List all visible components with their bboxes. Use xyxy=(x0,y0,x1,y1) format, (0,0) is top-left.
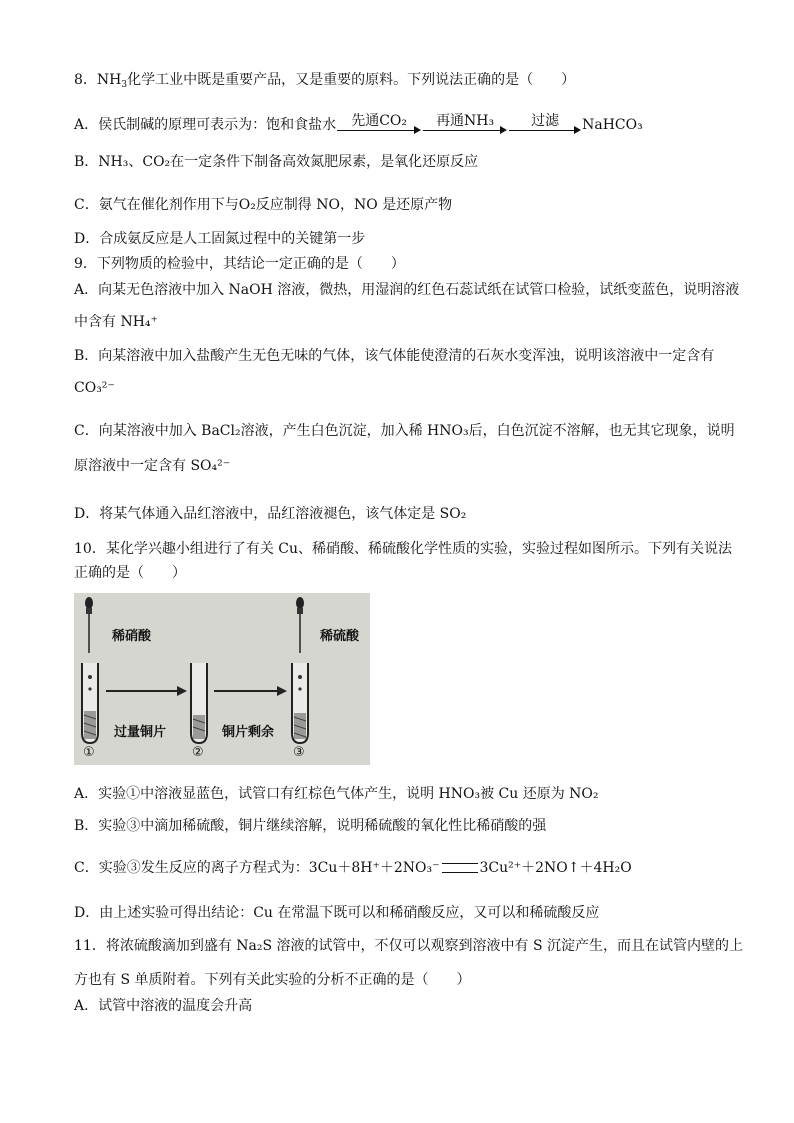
q10-option-d: D．由上述实验可得出结论：Cu 在常温下既可以和稀硝酸反应，又可以和稀硫酸反应 xyxy=(74,905,600,921)
q10-stem-line1: 10．某化学兴趣小组进行了有关 Cu、稀硝酸、稀硫酸化学性质的实验，实验过程如图所示。下列有关说法 xyxy=(74,541,732,557)
test-tube-2-icon xyxy=(191,663,207,743)
q11-stem-line1: 11．将浓硫酸滴加到盛有 Na₂S 溶液的试管中，不仅可以观察到溶液中有 S 沉淀产生，而且在试管内壁的上 xyxy=(74,938,744,954)
q9-option-b-line2: CO₃²⁻ xyxy=(74,380,115,396)
q10-stem-line2: 正确的是（ ） xyxy=(74,565,186,581)
reaction-arrow-3: 过滤 xyxy=(509,115,581,135)
q9-option-b-line1: B．向某溶液中加入盐酸产生无色无味的气体，该气体能使澄清的石灰水变浑浊，说明该溶液中一定含有 xyxy=(74,348,715,364)
test-tube-1-icon xyxy=(82,663,98,743)
q11-option-a: A．试管中溶液的温度会升高 xyxy=(74,998,253,1014)
q9-option-a-line1: A．向某无色溶液中加入 NaOH 溶液，微热，用湿润的红色石蕊试纸在试管口检验，试纸变蓝色，说明溶液 xyxy=(74,282,740,298)
equals-sign-icon xyxy=(442,863,478,873)
step-1-marker: ① xyxy=(83,745,95,760)
q8-stem: 8．$NH_3$化学工业中既是重要产品，又是重要的原料。下列说法正确的是（ ） xyxy=(74,72,576,90)
label-dilute-sulfuric-acid: 稀硫酸 xyxy=(320,629,360,644)
label-dilute-nitric-acid: 稀硝酸 xyxy=(112,629,152,644)
q8-option-a: A．侯氏制碱的原理可表示为：饱和食盐水 先通CO₂ 再通NH₃ 过滤 NaHCO₃ xyxy=(74,113,643,133)
q9-stem: 9．下列物质的检验中，其结论一定正确的是（ ） xyxy=(74,256,405,272)
q10-option-c: C．实验③发生反应的离子方程式为：3Cu＋8H⁺＋2NO₃⁻ 3Cu²⁺＋2NO↑＋4H₂O xyxy=(74,860,632,876)
experiment-figure xyxy=(74,593,370,765)
q8-option-c: C．氨气在催化剂作用下与O₂反应制得 NO，NO 是还原产物 xyxy=(74,197,453,213)
q10-option-a: A．实验①中溶液显蓝色，试管口有红棕色气体产生，说明 HNO₃被 Cu 还原为 NO₂ xyxy=(74,786,599,802)
step-2-marker: ② xyxy=(192,745,204,760)
q9-option-a-line2: 中含有 NH₄⁺ xyxy=(74,314,158,330)
test-tube-3-icon xyxy=(292,663,308,743)
step-3-marker: ③ xyxy=(293,745,305,760)
reaction-arrow-1: 先通CO₂ xyxy=(337,115,421,135)
q8-option-d: D．合成氨反应是人工固氮过程中的关键第一步 xyxy=(74,231,366,247)
q9-option-d: D．将某气体通入品红溶液中，品红溶液褪色，该气体定是 SO₂ xyxy=(74,506,467,522)
q9-option-c-line1: C．向某溶液中加入 BaCl₂溶液，产生白色沉淀，加入稀 HNO₃后，白色沉淀不溶解，也无其它现象，说明 xyxy=(74,423,735,439)
label-excess-copper: 过量铜片 xyxy=(114,725,167,740)
q11-stem-line2: 方也有 S 单质附着。下列有关此实验的分析不正确的是（ ） xyxy=(74,972,471,988)
q9-option-c-line2: 原溶液中一定含有 SO₄²⁻ xyxy=(74,458,231,474)
q8-option-b: B．NH₃、CO₂在一定条件下制备高效氮肥尿素，是氧化还原反应 xyxy=(74,154,479,170)
label-copper-remaining: 铜片剩余 xyxy=(222,725,275,740)
q10-option-b: B．实验③中滴加稀硫酸，铜片继续溶解，说明稀硫酸的氧化性比稀硝酸的强 xyxy=(74,818,547,834)
reaction-arrow-2: 再通NH₃ xyxy=(423,115,507,135)
